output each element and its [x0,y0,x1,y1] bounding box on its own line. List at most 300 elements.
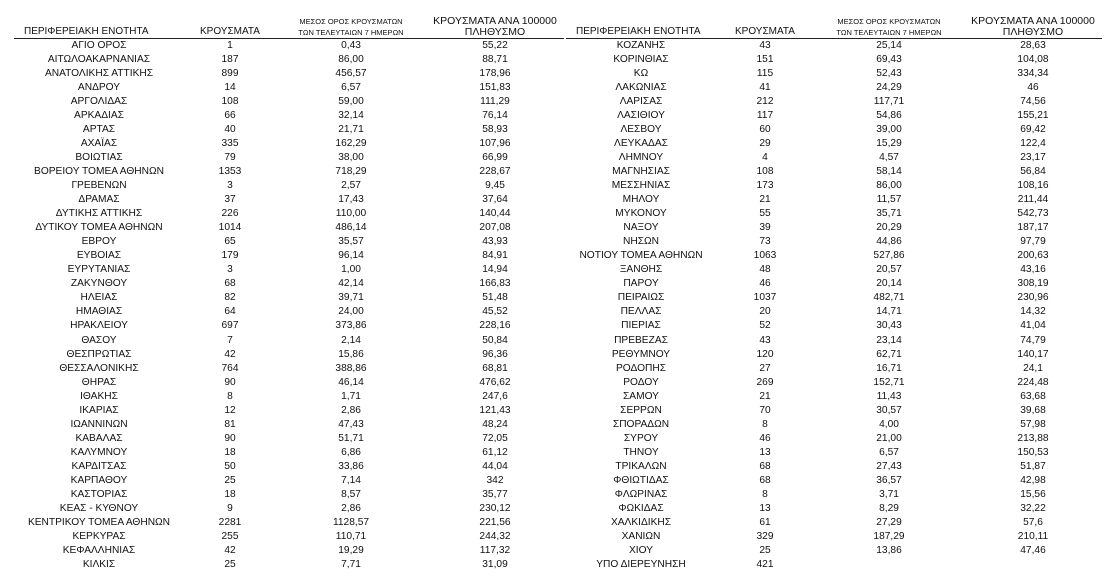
cases-cell: 8 [762,418,768,430]
table-row [566,263,1102,277]
avg-7day-cell: 388,86 [335,362,367,374]
avg-7day-cell: 162,29 [335,137,367,149]
avg-7day-cell: 1128,57 [332,517,370,529]
per100k-header-line1: ΚΡΟΥΣΜΑΤΑ ΑΝΑ 100000 [433,14,557,27]
table-row [14,235,564,249]
region-cell: ΑΝΔΡΟΥ [77,81,121,93]
table-row [14,38,564,53]
per100k-cell: 104,08 [1017,53,1049,65]
avg-7day-cell: 15,29 [876,137,902,149]
per100k-column-header [964,8,1102,38]
avg-7day-cell: 39,71 [338,292,364,304]
region-cell: ΔΡΑΜΑΣ [78,194,120,206]
avg-7day-cell: 16,71 [876,362,902,374]
avg-7day-cell: 152,71 [873,376,905,388]
region-cell: ΑΡΚΑΔΙΑΣ [74,109,124,121]
region-cell: ΛΑΚΩΝΙΑΣ [615,81,667,93]
region-cell: ΚΑΣΤΟΡΙΑΣ [70,489,128,501]
cases-column-header [184,8,276,38]
per100k-cell: 14,94 [482,264,508,276]
cases-table-left [14,8,564,572]
avg-7day-cell: 110,71 [335,531,367,543]
per100k-cell: 210,11 [1017,531,1049,543]
table-row [566,193,1102,207]
region-cell: ΚΟΖΑΝΗΣ [616,39,666,51]
avg-7day-cell: 1,71 [341,390,361,402]
per100k-cell: 74,56 [1020,95,1046,107]
table-row [566,277,1102,291]
cases-cell: 61 [759,517,771,529]
per100k-cell: 56,84 [1020,165,1046,177]
region-cell: ΝΗΣΩΝ [623,236,659,248]
cases-cell: 68 [759,460,771,472]
cases-cell: 117 [756,109,774,121]
cases-cell: 70 [759,404,771,416]
avg-7day-cell: 8,29 [879,503,899,515]
region-cell: ΑΝΑΤΟΛΙΚΗΣ ΑΤΤΙΚΗΣ [44,67,154,79]
region-cell: ΚΟΡΙΝΘΙΑΣ [613,53,669,65]
cases-table-right [566,8,1102,572]
per100k-cell: 31,09 [482,559,508,571]
cases-header-label: ΚΡΟΥΣΜΑΤΑ [735,25,795,37]
table-row [14,137,564,151]
per100k-cell: 42,98 [1020,474,1046,486]
region-cell: ΙΚΑΡΙΑΣ [79,404,119,416]
avg-7day-cell: 0,43 [341,39,361,51]
cases-cell: 115 [756,67,774,79]
table-row [566,460,1102,474]
per100k-column-header [426,8,564,38]
avg-7day-cell: 35,71 [876,208,902,220]
cases-cell: 151 [756,53,774,65]
region-cell: ΦΛΩΡΙΝΑΣ [614,489,668,501]
table-row [566,319,1102,333]
region-cell: ΚΕΦΑΛΛΗΝΙΑΣ [62,545,136,557]
avg-7day-cell: 69,43 [876,53,902,65]
per100k-cell: 476,62 [479,376,511,388]
avg-7day-cell: 96,14 [338,250,364,262]
region-cell: ΛΕΣΒΟΥ [620,123,662,135]
table-row [14,376,564,390]
per100k-cell: 200,63 [1017,250,1049,262]
per100k-cell: 111,29 [480,95,510,107]
region-cell: ΔΥΤΙΚΗΣ ΑΤΤΙΚΗΣ [55,208,143,220]
cases-cell: 1063 [753,250,777,262]
cases-cell: 42 [224,348,236,360]
per100k-cell: 35,77 [482,489,508,501]
region-cell: ΘΕΣΣΑΛΟΝΙΚΗΣ [59,362,139,374]
avg-7day-cell: 59,00 [338,95,364,107]
per100k-cell: 15,56 [1020,489,1046,501]
table-row [14,390,564,404]
avg-7day-cell: 35,57 [338,236,364,248]
region-cell: ΞΑΝΘΗΣ [619,264,663,276]
table-row [14,249,564,263]
per100k-cell: 97,79 [1020,236,1046,248]
avg-7day-cell: 13,86 [876,545,902,557]
cases-cell: 79 [224,151,236,163]
table-row [14,319,564,333]
per100k-cell: 155,21 [1017,109,1049,121]
avg-7day-cell: 4,00 [879,418,899,430]
avg-7day-cell: 6,86 [341,446,361,458]
table-row [14,348,564,362]
table-row [14,263,564,277]
cases-header-label: ΚΡΟΥΣΜΑΤΑ [200,25,260,37]
per100k-cell: 50,84 [482,334,508,346]
per100k-cell: 55,22 [482,39,508,51]
avg-7day-cell: 17,43 [338,194,364,206]
per100k-cell: 166,83 [479,278,511,290]
table-row [14,277,564,291]
region-cell: ΚΑΒΑΛΑΣ [75,432,123,444]
cases-cell: 25 [224,559,236,571]
table-row [14,362,564,376]
region-cell: ΖΑΚΥΝΘΟΥ [70,278,128,290]
avg-7day-cell: 14,71 [876,306,902,318]
per100k-cell: 244,32 [479,531,511,543]
per100k-cell: 72,05 [482,432,508,444]
avg-7day-cell: 20,57 [876,264,902,276]
per100k-cell: 39,68 [1020,404,1046,416]
region-cell: ΡΕΘΥΜΝΟΥ [611,348,671,360]
cases-cell: 48 [759,264,771,276]
avg-7day-cell: 2,14 [341,334,361,346]
region-cell: ΓΡΕΒΕΝΩΝ [71,179,127,191]
table-row [14,179,564,193]
cases-cell: 29 [759,137,771,149]
cases-cell: 64 [224,306,236,318]
avg-7day-cell: 6,57 [879,446,899,458]
cases-cell: 2281 [218,517,242,529]
table-row [14,305,564,319]
region-cell: ΗΡΑΚΛΕΙΟΥ [70,320,128,332]
per100k-header-line2: ΠΛΗΘΥΣΜΟ [1002,25,1064,38]
cases-cell: 697 [221,320,239,332]
per100k-cell: 61,12 [482,446,508,458]
table-row [566,249,1102,263]
region-cell: ΠΑΡΟΥ [623,278,659,290]
cases-cell: 25 [224,474,236,486]
per100k-cell: 14,32 [1020,306,1046,318]
table-row [14,95,564,109]
cases-cell: 39 [759,222,771,234]
per100k-cell: 74,79 [1020,334,1046,346]
per100k-cell: 76,14 [482,109,508,121]
per100k-cell: 140,44 [479,208,511,220]
region-cell: ΤΡΙΚΑΛΩΝ [615,460,667,472]
avg-7day-cell: 4,57 [879,151,899,163]
region-cell: ΑΧΑΪΑΣ [80,137,118,149]
avg-7day-cell: 23,14 [876,334,902,346]
avg-7day-cell: 3,71 [879,489,899,501]
cases-cell: 1037 [753,292,777,304]
region-cell: ΣΥΡΟΥ [623,432,659,444]
per100k-cell: 140,17 [1017,348,1049,360]
avg-7day-cell: 456,57 [335,67,367,79]
cases-cell: 4 [762,151,768,163]
avg-7day-cell: 86,00 [876,179,902,191]
avg-7day-cell: 24,00 [338,306,364,318]
per100k-cell: 228,16 [479,320,511,332]
per100k-cell: 207,08 [479,222,511,234]
table-row [566,502,1102,516]
per100k-cell: 230,12 [479,503,511,515]
region-column-header [566,8,716,38]
avg-header-line2: ΤΩΝ ΤΕΛΕΥΤΑΙΩΝ 7 ΗΜΕΡΩΝ [298,27,404,37]
avg-7day-cell: 44,86 [876,236,902,248]
per100k-cell [964,558,1102,572]
cases-cell: 212 [756,95,774,107]
table-row [566,446,1102,460]
region-cell: ΡΟΔΟΥ [623,376,659,388]
per100k-cell: 63,68 [1020,390,1046,402]
cases-cell: 1353 [218,165,242,177]
region-cell: ΚΙΛΚΙΣ [82,559,116,571]
region-header-label: ΠΕΡΙΦΕΡΕΙΑΚΗ ΕΝΟΤΗΤΑ [24,25,149,37]
region-cell: ΠΡΕΒΕΖΑΣ [614,334,668,346]
table-row [566,235,1102,249]
table-row [14,207,564,221]
per100k-cell: 117,32 [479,545,511,557]
avg-header-line1: ΜΕΣΟΣ ΟΡΟΣ ΚΡΟΥΣΜΑΤΩΝ [299,16,403,26]
table-row [566,348,1102,362]
per100k-cell: 23,17 [1020,151,1046,163]
avg-7day-cell: 15,86 [338,348,364,360]
per100k-cell: 45,52 [482,306,508,318]
per100k-cell: 9,45 [485,179,505,191]
table-row [566,544,1102,558]
region-cell: ΔΥΤΙΚΟΥ ΤΟΜΕΑ ΑΘΗΝΩΝ [35,222,163,234]
cases-cell: 55 [759,208,771,220]
cases-cell: 269 [756,376,774,388]
per100k-cell: 51,87 [1020,460,1046,472]
region-cell: ΧΑΝΙΩΝ [621,531,661,543]
table-row [566,516,1102,530]
table-row [566,38,1102,53]
region-cell: ΣΕΡΡΩΝ [620,404,662,416]
per100k-cell: 48,24 [482,418,508,430]
cases-cell: 21 [759,390,771,402]
per100k-cell: 88,71 [482,53,508,65]
per100k-cell: 334,34 [1017,67,1049,79]
per100k-header-line2: ΠΛΗΘΥΣΜΟ [464,25,526,38]
table-row [566,151,1102,165]
cases-cell: 37 [224,194,236,206]
per100k-cell: 41,04 [1020,320,1046,332]
table-row [14,516,564,530]
avg-7day-cell: 24,29 [876,81,902,93]
avg-7day-cell: 30,57 [876,404,902,416]
avg-7day-cell: 30,43 [876,320,902,332]
table-row [566,376,1102,390]
avg-column-header [814,8,964,38]
left-table-section [14,8,564,572]
per100k-cell: 28,63 [1020,39,1046,51]
right-table-body [566,38,1102,572]
avg-header-line1: ΜΕΣΟΣ ΟΡΟΣ ΚΡΟΥΣΜΑΤΩΝ [837,16,941,26]
cases-cell: 18 [224,446,236,458]
per100k-cell: 24,1 [1023,362,1043,374]
region-cell: ΧΑΛΚΙΔΙΚΗΣ [610,517,672,529]
cases-cell: 25 [759,545,771,557]
cases-cell: 90 [224,376,236,388]
table-row [14,488,564,502]
cases-cell: 173 [756,179,774,191]
table-row [566,95,1102,109]
cases-cell: 120 [756,348,774,360]
avg-7day-cell: 33,86 [338,460,364,472]
region-header-label: ΠΕΡΙΦΕΡΕΙΑΚΗ ΕΝΟΤΗΤΑ [576,25,701,37]
cases-cell: 8 [227,390,233,402]
avg-7day-cell: 51,71 [338,432,364,444]
cases-cell: 179 [221,250,239,262]
avg-7day-cell: 38,00 [338,151,364,163]
avg-7day-cell: 8,57 [341,489,361,501]
cases-cell: 66 [224,109,236,121]
cases-cell: 18 [224,489,236,501]
table-row [14,530,564,544]
cases-cell: 12 [224,404,236,416]
cases-cell: 13 [759,446,771,458]
cases-cell: 13 [759,503,771,515]
avg-7day-cell: 11,57 [876,194,902,206]
region-cell: ΥΠΟ ΔΙΕΡΕΥΝΗΣΗ [596,559,686,571]
avg-7day-cell: 482,71 [873,292,905,304]
avg-7day-cell: 527,86 [873,250,905,262]
region-cell: ΒΟΡΕΙΟΥ ΤΟΜΕΑ ΑΘΗΝΩΝ [34,165,164,177]
table-row [14,333,564,347]
cases-cell: 82 [224,292,236,304]
region-cell: ΚΑΛΥΜΝΟΥ [70,446,128,458]
table-row [14,291,564,305]
cases-cell: 50 [224,460,236,472]
avg-7day-cell: 27,29 [876,517,902,529]
left-table-body [14,38,564,572]
avg-7day-cell: 7,71 [341,559,361,571]
avg-7day-cell: 21,00 [876,432,902,444]
table-row [14,221,564,235]
cases-cell: 226 [221,208,239,220]
table-row [566,530,1102,544]
per100k-cell: 69,42 [1020,123,1046,135]
avg-7day-cell: 7,14 [341,474,361,486]
cases-cell: 9 [227,503,233,515]
table-row [14,165,564,179]
per100k-cell: 213,88 [1017,432,1049,444]
cases-cell: 68 [759,474,771,486]
region-cell: ΚΩ [633,67,649,79]
table-row [566,67,1102,81]
table-row [566,558,1102,572]
region-cell: ΗΜΑΘΙΑΣ [75,306,123,318]
region-cell: ΛΑΡΙΣΑΣ [619,95,663,107]
avg-7day-cell: 2,57 [341,179,361,191]
per100k-cell: 224,48 [1017,376,1049,388]
per100k-cell: 96,36 [482,348,508,360]
per100k-cell: 51,48 [482,292,508,304]
per100k-cell: 121,43 [479,404,511,416]
region-cell: ΛΕΥΚΑΔΑΣ [614,137,668,149]
table-row [566,123,1102,137]
per100k-cell: 57,98 [1020,418,1046,430]
per100k-cell: 66,99 [482,151,508,163]
per100k-cell: 247,6 [482,390,508,402]
per100k-cell: 68,81 [482,362,508,374]
table-row [14,53,564,67]
region-cell: ΑΡΓΟΛΙΔΑΣ [70,95,128,107]
region-cell: ΛΑΣΙΘΙΟΥ [617,109,665,121]
cases-cell: 43 [759,39,771,51]
per100k-cell: 43,16 [1020,264,1046,276]
region-cell: ΠΙΕΡΙΑΣ [621,320,661,332]
avg-7day-cell: 58,14 [876,165,902,177]
per100k-cell: 211,44 [1017,194,1049,206]
region-cell: ΒΟΙΩΤΙΑΣ [75,151,123,163]
cases-cell: 60 [759,123,771,135]
region-cell: ΠΕΛΛΑΣ [620,306,662,318]
table-row [14,193,564,207]
region-cell: ΡΟΔΟΠΗΣ [615,362,667,374]
per100k-cell: 44,04 [482,460,508,472]
region-cell: ΙΘΑΚΗΣ [80,390,118,402]
table-row [14,460,564,474]
cases-cell: 65 [224,236,236,248]
region-cell: ΘΗΡΑΣ [81,376,117,388]
table-row [566,109,1102,123]
avg-7day-cell: 2,86 [341,503,361,515]
table-row [14,109,564,123]
region-cell: ΣΠΟΡΑΔΩΝ [612,418,670,430]
region-cell: ΜΑΓΝΗΣΙΑΣ [612,165,670,177]
region-cell: ΚΑΡΔΙΤΣΑΣ [71,460,127,472]
region-cell: ΦΩΚΙΔΑΣ [618,503,664,515]
table-row [14,151,564,165]
region-cell: ΚΕΝΤΡΙΚΟΥ ΤΟΜΕΑ ΑΘΗΝΩΝ [27,517,171,529]
cases-cell: 46 [759,432,771,444]
table-row [566,404,1102,418]
table-row [14,418,564,432]
table-row [566,390,1102,404]
region-cell: ΜΕΣΣΗΝΙΑΣ [611,179,671,191]
per100k-cell: 342 [486,474,504,486]
avg-7day-cell: 11,43 [876,390,902,402]
cases-cell: 42 [224,545,236,557]
region-cell: ΧΙΟΥ [628,545,654,557]
avg-7day-cell: 86,00 [338,53,364,65]
avg-7day-cell: 27,43 [876,460,902,472]
per100k-cell: 57,6 [1023,517,1043,529]
avg-7day-cell: 52,43 [876,67,902,79]
cases-cell: 43 [759,334,771,346]
avg-7day-cell: 6,57 [341,81,361,93]
table-row [14,544,564,558]
region-cell: ΛΗΜΝΟΥ [618,151,664,163]
avg-7day-cell: 19,29 [338,545,364,557]
cases-cell: 764 [221,362,239,374]
table-row [14,404,564,418]
table-row [566,81,1102,95]
per100k-cell: 47,46 [1020,545,1046,557]
per100k-cell: 221,56 [479,517,511,529]
region-cell: ΚΑΡΠΑΘΟΥ [70,474,128,486]
table-row [14,67,564,81]
avg-7day-cell: 21,71 [338,123,364,135]
table-row [566,333,1102,347]
region-cell: ΑΡΤΑΣ [82,123,116,135]
per100k-cell: 32,22 [1020,503,1046,515]
avg-7day-cell: 486,14 [335,222,367,234]
